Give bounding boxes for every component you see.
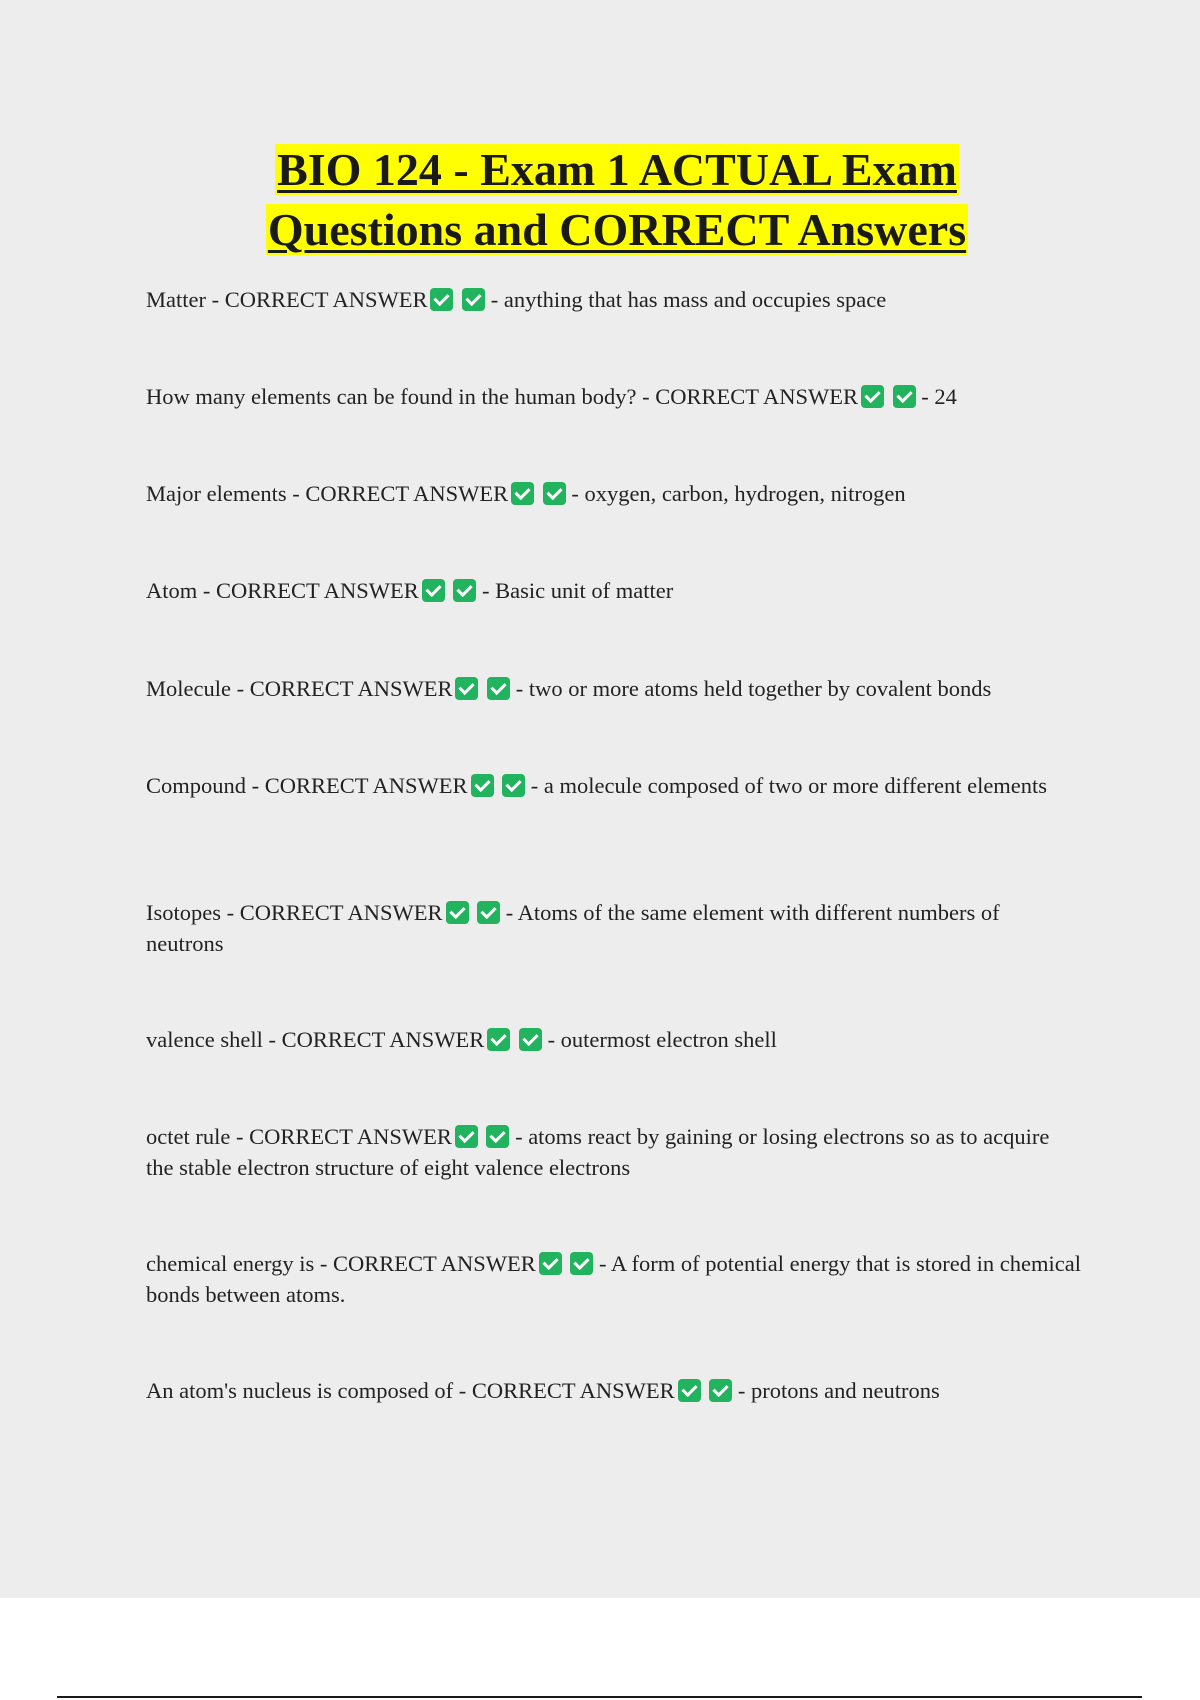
qa-item <box>146 284 1081 315</box>
qa-item <box>146 381 1081 412</box>
qa-item <box>146 770 1081 801</box>
check-icon <box>446 901 469 924</box>
qa-term: How many elements can be found in the human body? - <box>146 384 656 409</box>
check-icon <box>487 1028 510 1051</box>
qa-answer: - outermost electron shell <box>541 1027 777 1052</box>
qa-term: Compound - <box>146 773 265 798</box>
check-icon <box>502 774 525 797</box>
check-icon <box>570 1252 593 1275</box>
check-icon <box>455 1125 478 1148</box>
check-icon <box>511 482 534 505</box>
check-icon <box>422 579 445 602</box>
correct-answer-marker: CORRECT ANSWER <box>333 1251 536 1276</box>
qa-answer: - 24 <box>915 384 957 409</box>
correct-answer-marker: CORRECT ANSWER <box>264 773 468 798</box>
correct-answer-marker: CORRECT ANSWER <box>281 1027 485 1052</box>
qa-item <box>146 1375 1081 1406</box>
check-icon <box>519 1028 542 1051</box>
qa-term: Major elements - <box>146 481 306 506</box>
qa-item <box>146 1024 1081 1055</box>
qa-answer: - anything that has mass and occupies space <box>485 287 887 312</box>
footer-divider <box>57 1696 1142 1698</box>
check-icon <box>462 288 485 311</box>
check-icon <box>486 1125 509 1148</box>
qa-term: Molecule - <box>146 676 250 701</box>
qa-answer: - two or more atoms held together by covalent bonds <box>510 676 992 701</box>
correct-answer-marker: CORRECT ANSWER <box>224 287 428 312</box>
check-icon <box>455 677 478 700</box>
qa-term: chemical energy is - <box>146 1251 334 1276</box>
check-icon <box>453 579 476 602</box>
qa-term: Atom - <box>146 578 216 603</box>
qa-item <box>146 1248 1081 1310</box>
qa-answer: - A form of potential energy that is stored in chemical bonds between atoms. <box>146 1251 1081 1307</box>
qa-item <box>146 897 1081 959</box>
check-icon <box>893 385 916 408</box>
check-icon <box>477 901 500 924</box>
qa-term: An atom's nucleus is composed of - <box>146 1378 472 1403</box>
check-icon <box>539 1252 562 1275</box>
qa-answer: - oxygen, carbon, hydrogen, nitrogen <box>565 481 906 506</box>
qa-item <box>146 673 1081 704</box>
correct-answer-marker: CORRECT ANSWER <box>249 1124 452 1149</box>
title-line-2: Questions and CORRECT Answers <box>267 204 967 255</box>
qa-item <box>146 1121 1081 1183</box>
qa-answer: - atoms react by gaining or losing electrons so as to acquire the stable electron structure of eight valence electrons <box>146 1124 1050 1180</box>
correct-answer-marker: CORRECT ANSWER <box>305 481 509 506</box>
qa-term: Isotopes - <box>146 900 240 925</box>
qa-term: octet rule - <box>146 1124 250 1149</box>
check-icon <box>678 1379 701 1402</box>
check-icon <box>430 288 453 311</box>
correct-answer-marker: CORRECT ANSWER <box>249 676 453 701</box>
document-title <box>0 140 1200 260</box>
qa-answer: - Basic unit of matter <box>476 578 674 603</box>
qa-term: Matter - <box>146 287 225 312</box>
correct-answer-marker: CORRECT ANSWER <box>655 384 858 409</box>
qa-answer: - Atoms of the same element with different numbers of neutrons <box>146 900 1000 956</box>
qa-item <box>146 478 1081 509</box>
qa-item <box>146 575 1081 606</box>
check-icon <box>487 677 510 700</box>
check-icon <box>861 385 884 408</box>
qa-term: valence shell - <box>146 1027 282 1052</box>
check-icon <box>471 774 494 797</box>
correct-answer-marker: CORRECT ANSWER <box>216 578 419 603</box>
check-icon <box>709 1379 732 1402</box>
qa-answer: - protons and neutrons <box>732 1378 940 1403</box>
correct-answer-marker: CORRECT ANSWER <box>239 900 443 925</box>
check-icon <box>543 482 566 505</box>
qa-answer: - a molecule composed of two or more different elements <box>525 773 1048 798</box>
correct-answer-marker: CORRECT ANSWER <box>471 1378 675 1403</box>
title-line-1: BIO 124 - Exam 1 ACTUAL Exam <box>277 144 957 195</box>
